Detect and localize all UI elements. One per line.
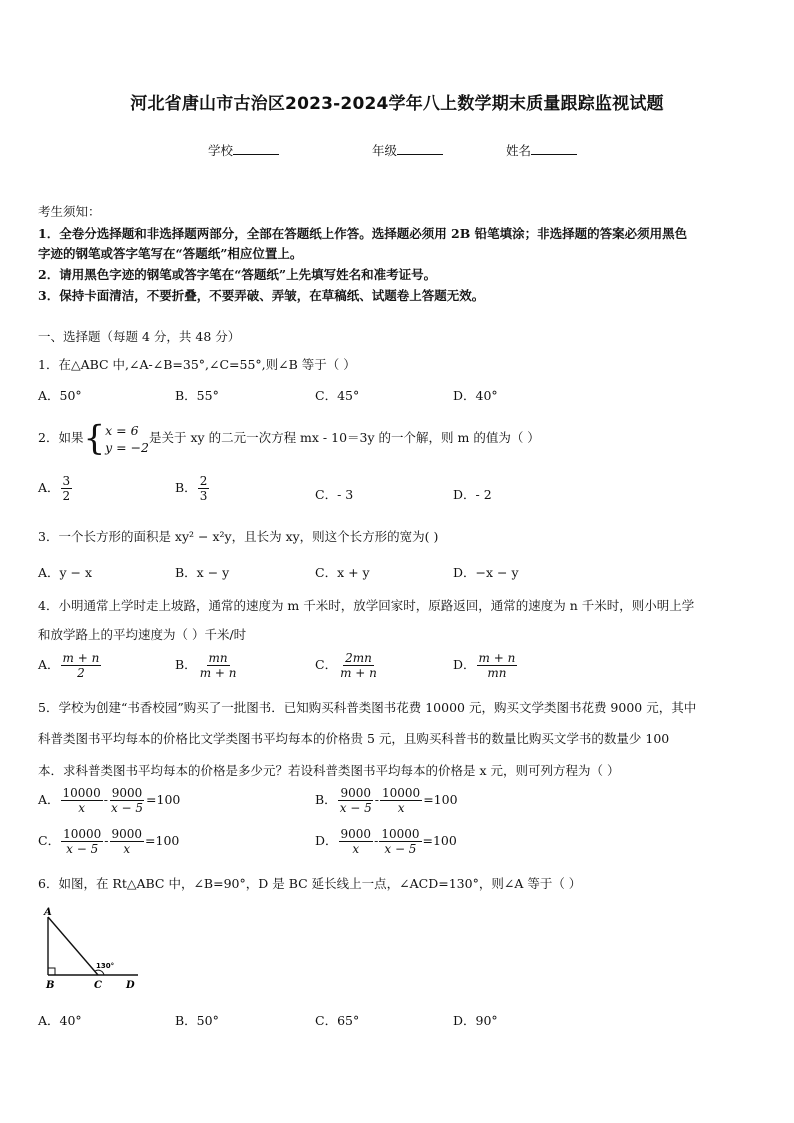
q5-option-b-label: B． [315, 792, 337, 807]
vertex-b-label: B [46, 980, 55, 991]
q5-option-d-frac-1-num: 9000 [340, 827, 372, 841]
q1-option-a: A．50° [38, 388, 82, 403]
q5-line-2: 科普类图书平均每本的价格比文学类图书平均每本的价格贵 5 元，且购买科普书的数量比购买文学书的数量少 100 [38, 731, 670, 746]
q6-option-a: A．40° [38, 1013, 82, 1028]
q2-option-b-num: 2 [199, 474, 208, 488]
q2-option-b-label: B． [175, 480, 197, 495]
name-blank [531, 141, 577, 155]
q5-option-a-frac-2-num: 9000 [111, 786, 143, 800]
school-blank [233, 141, 279, 155]
q5-option-b-frac-1-den: x − 5 [339, 801, 372, 815]
q5-line-3: 本．求科普类图书平均每本的价格是多少元？若设科普类图书平均每本的价格是 x 元，则可列方程为（ ） [38, 763, 620, 778]
q1-option-b: B．55° [175, 388, 219, 403]
right-angle-mark [48, 968, 55, 975]
q4-option-d-den: mn [487, 666, 507, 680]
q4-option-c-fraction [338, 651, 379, 680]
q5-option-c-frac-2-num: 9000 [111, 827, 143, 841]
q5-option-a-frac-2 [109, 786, 145, 815]
q6-option-d: D．90° [453, 1013, 498, 1028]
q2-option-a-den: 2 [62, 489, 71, 503]
q5-option-d [315, 827, 457, 856]
q5-option-d-frac-2-num: 10000 [381, 827, 420, 841]
grade-label: 年级 [372, 143, 398, 158]
note-1b: 字迹的钢笔或答字笔写在“答题纸”相应位置上。 [38, 246, 303, 261]
q3-option-b: B．x − y [175, 565, 230, 580]
q5-option-a-label: A． [38, 792, 60, 807]
q5-option-c-label: C． [38, 833, 61, 848]
note-1a: 1．全卷分选择题和非选择题两部分，全部在答题纸上作答。选择题必须用 2B 铅笔填涂；非选择题的答案必须用黑色 [38, 226, 688, 241]
q5-option-d-frac-1-den: x [352, 842, 360, 856]
q4-option-a [38, 651, 102, 680]
q4-option-a-label: A． [38, 657, 60, 672]
q4-option-d-num: m + n [478, 651, 516, 665]
q5-option-c-frac-1-num: 10000 [63, 827, 102, 841]
q6-triangle-figure [38, 905, 148, 993]
q5-option-d-frac-1 [339, 827, 374, 856]
grade-field [372, 141, 443, 159]
q5-option-b [315, 786, 458, 815]
q4-option-a-den: 2 [77, 666, 85, 680]
q5-option-b-frac-2 [380, 786, 422, 815]
q5-option-d-frac-2-den: x − 5 [384, 842, 417, 856]
q3-option-a: A．y − x [38, 565, 93, 580]
q5-option-b-frac-2-num: 10000 [382, 786, 421, 800]
q5-option-d-rhs: =100 [422, 833, 457, 848]
q5-option-a [38, 786, 180, 815]
q6-option-c: C．65° [315, 1013, 360, 1028]
notes-heading: 考生须知： [38, 204, 101, 219]
q6-stem: 6．如图，在 Rt△ABC 中，∠B=90°，D 是 BC 延长线上一点，∠ACD=130°，则∠A 等于（ ） [38, 876, 582, 891]
q5-option-c-frac-1-den: x − 5 [66, 842, 99, 856]
q4-option-c-label: C． [315, 657, 338, 672]
q5-option-c-frac-2-den: x [123, 842, 131, 856]
q4-option-c-den: m + n [340, 666, 377, 680]
note-3: 3．保持卡面清洁，不要折叠，不要弄破、弄皱，在草稿纸、试题卷上答题无效。 [38, 288, 485, 303]
q5-option-c-rhs: =100 [145, 833, 180, 848]
q2-option-b [175, 474, 210, 503]
q2-option-a [38, 474, 73, 503]
q5-option-d-minus: - [374, 833, 379, 848]
q5-option-a-frac-2-den: x − 5 [110, 801, 144, 815]
q3-option-c: C．x + y [315, 565, 370, 580]
section-heading: 一、选择题（每题 4 分，共 48 分） [38, 329, 241, 344]
q4-line-1: 4．小明通常上学时走上坡路，通常的速度为 m 千米时，放学回家时，原路返回，通常的速度为 n 千米时，则小明上学 [38, 598, 695, 613]
q4-option-b-num: mn [208, 651, 228, 665]
vertex-c-label: C [94, 980, 102, 991]
q2-eq2: y = −2 [105, 439, 150, 455]
q4-option-b-den: m + n [199, 666, 237, 680]
q2-brace: { [83, 418, 106, 459]
q5-option-c-frac-1 [61, 827, 103, 856]
q5-option-a-frac-1-num: 10000 [62, 786, 101, 800]
q5-option-d-frac-2 [379, 827, 421, 856]
q2-suffix: 是关于 xy 的二元一次方程 mx - 10＝3y 的一个解，则 m 的值为（ ） [149, 430, 540, 445]
point-d-label: D [126, 980, 135, 991]
school-field [208, 141, 279, 159]
q5-option-a-frac-1 [61, 786, 103, 815]
q2-option-a-fraction [61, 474, 73, 503]
q1-option-c: C．45° [315, 388, 360, 403]
q2-option-b-fraction [198, 474, 210, 503]
q2-option-a-num: 3 [62, 474, 71, 488]
angle-130-label: 130° [96, 962, 115, 970]
q5-option-a-rhs: =100 [146, 792, 181, 807]
page-title: 河北省唐山市古治区2023-2024学年八上数学期末质量跟踪监视试题 [130, 94, 664, 114]
q5-option-d-label: D． [315, 833, 338, 848]
q2-option-d: D．- 2 [453, 487, 492, 502]
name-field [506, 141, 577, 159]
q5-option-a-minus: - [103, 792, 108, 807]
q5-option-b-frac-1 [338, 786, 374, 815]
q4-option-d-fraction [477, 651, 518, 680]
side-ac [48, 917, 98, 975]
q4-option-b [175, 651, 239, 680]
q4-option-a-num: m + n [62, 651, 100, 665]
q2-prefix: 2．如果 [38, 430, 84, 445]
q5-option-b-frac-1-num: 9000 [340, 786, 371, 800]
note-2: 2．请用黑色字迹的钢笔或答字笔在“答题纸”上先填写姓名和准考证号。 [38, 267, 437, 282]
q5-option-b-minus: - [374, 792, 380, 807]
vertex-a-label: A [44, 907, 52, 918]
q4-option-b-label: B． [175, 657, 197, 672]
q4-option-d [453, 651, 518, 680]
q2-option-c: C．- 3 [315, 487, 354, 502]
q5-option-b-frac-2-den: x [397, 801, 405, 815]
q2-eq1: x = 6 [105, 422, 139, 438]
q4-option-c-num: 2mn [345, 651, 372, 665]
q1-stem: 1．在△ABC 中,∠A-∠B=35°,∠C=55°,则∠B 等于（ ） [38, 357, 356, 372]
q2-option-b-den: 3 [199, 489, 208, 503]
q3-option-d: D．−x − y [453, 565, 519, 580]
q1-option-d: D．40° [453, 388, 498, 403]
q3-stem: 3．一个长方形的面积是 xy² − x²y，且长为 xy，则这个长方形的宽为( ) [38, 529, 439, 544]
q4-option-b-fraction [198, 651, 239, 680]
q5-option-c [38, 827, 179, 856]
q6-option-b: B．50° [175, 1013, 219, 1028]
q5-option-a-frac-1-den: x [78, 801, 86, 815]
q5-option-c-minus: - [104, 833, 109, 848]
q5-line-1: 5．学校为创建“书香校园”购买了一批图书．已知购买科普类图书花费 10000 元，购买文学类图书花费 9000 元，其中 [38, 700, 697, 715]
name-label: 姓名 [506, 143, 532, 158]
q5-option-b-rhs: =100 [423, 792, 458, 807]
q4-option-c [315, 651, 380, 680]
q4-option-a-fraction [61, 651, 102, 680]
grade-blank [397, 141, 443, 155]
school-label: 学校 [208, 143, 234, 158]
q4-option-d-label: D． [453, 657, 476, 672]
q5-option-c-frac-2 [110, 827, 145, 856]
q4-line-2: 和放学路上的平均速度为（ ）千米/时 [38, 627, 247, 642]
q2-option-a-label: A． [38, 480, 60, 495]
q2-stem [38, 418, 540, 458]
q2-system [105, 422, 149, 456]
